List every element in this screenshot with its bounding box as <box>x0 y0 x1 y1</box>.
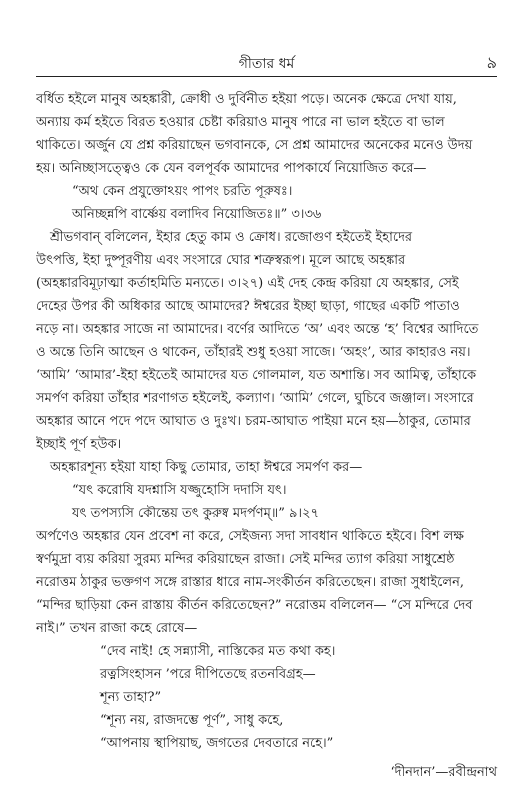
header-rule <box>36 76 497 77</box>
text-line: নাই।” তখন রাজা কহে রোষে— <box>36 621 198 636</box>
text-line: স্বর্ণমুদ্রা ব্যয় করিয়া সুরম্য মন্দির করিয়াছেন রাজা। সেই মন্দির ত্যাগ করিয়া সাধুশ্রেষ্ঠ <box>36 552 455 567</box>
verse-line: অনিচ্ছন্নপি বার্ষ্ণেয় বলাদিব নিয়োজিতঃ॥” ৩।৩৬ <box>72 207 322 222</box>
text-line: বর্ধিত হইলে মানুষ অহঙ্কারী, ক্রোধী ও দুর্বিনীত হইয়া পড়ে। অনেক ক্ষেত্রে দেখা যায়, <box>36 92 457 107</box>
poem-line: “শূন্য নয়, রাজদম্ভে পূর্ণ”, সাধু কহে, <box>100 713 284 728</box>
text-line: সমর্পণ করিয়া তাঁহার শরণাগত হইলেই, কল্যাণ। ‘আমি’ গেলে, ঘুচিবে জঞ্জাল। সংসারে <box>36 391 474 406</box>
verse-line: যৎ তপস্যসি কৌন্তেয় তৎ কুরুষ্ব মদর্পণম্‌॥” ৯।২৭ <box>72 506 319 521</box>
text-line: অন্যায় কর্ম হইতে বিরত হওয়ার চেষ্টা করিয়াও মানুষ পারে না ভাল হইতে বা ভাল <box>36 115 445 130</box>
page-number: ৯ <box>486 53 497 72</box>
text-line: “মন্দির ছাড়িয়া কেন রাস্তায় কীর্তন করিতেছেন?” নরোত্তম বলিলেন— “সে মন্দিরে দেব <box>36 598 473 613</box>
poem-line: “আপনায় স্থাপিয়াছ, জগতের দেবতারে নহে।” <box>100 736 334 751</box>
text-line: অহঙ্কারশূন্য হইয়া যাহা কিছু তোমার, তাহা ঈশ্বরে সমর্পণ কর— <box>50 460 363 475</box>
text-line: হয়। অনিচ্ছাসত্ত্বেও কে যেন বলপূর্বক আমাদের পাপকার্যে নিয়োজিত করে— <box>36 161 427 176</box>
verse-line: “যৎ করোষি যদশ্নাসি যজ্জুহোসি দদাসি যৎ। <box>72 483 287 498</box>
text-line: থাকিতে। অর্জুন যে প্রশ্ন করিয়াছেন ভগবানকে, সে প্রশ্ন আমাদের অনেকের মনেও উদয় <box>36 138 473 153</box>
page-header <box>36 50 497 74</box>
text-line: নড়ে না। অহঙ্কার সাজে না আমাদের। বর্ণের আদিতে ‘অ’ এবং অন্তে ‘হ’ বিশ্বের আদিতে <box>36 322 479 337</box>
running-title: গীতার ধর্ম <box>238 56 295 72</box>
text-line: অর্পণেও অহঙ্কার যেন প্রবেশ না করে, সেইজন্য সদা সাবধান থাকিতে হইবে। বিশ লক্ষ <box>36 529 464 544</box>
body-text <box>36 88 497 755</box>
poem-line: শূন্য তাহা?” <box>100 690 162 705</box>
text-line: ও অন্তে তিনি আছেন ও থাকেন, তাঁহারই শুধু হওয়া সাজে। ‘অহং’, আর কাহারও নয়। <box>36 345 471 360</box>
text-line: (অহঙ্কারবিমূঢ়াত্মা কর্তাহমিতি মন্যতে। ৩।২৭) এই দেহ কেন্দ্র করিয়া যে অহঙ্কার, সেই <box>36 276 459 291</box>
verse-line: “অথ কেন প্রযুক্তোঽয়ং পাপং চরতি পূরুষঃ। <box>72 184 293 199</box>
poem-line: রত্নসিংহাসন ’পরে দীপিতেছে রতনবিগ্রহ— <box>100 667 316 682</box>
poem-line: “দেব নাই! হে সন্ন্যাসী, নাস্তিকের মত কথা কহ। <box>100 644 336 659</box>
poem-attribution: ‘দীনদান’—রবীন্দ্রনাথ <box>390 765 497 780</box>
text-line: নরোত্তম ঠাকুর ভক্তগণ সঙ্গে রাস্তার ধারে নাম-সংকীর্তন করিতেছেন। রাজা সুধাইলেন, <box>36 575 464 590</box>
text-line: অহঙ্কার আনে পদে পদে আঘাত ও দুঃখ। চরম-আঘাত পাইয়া মনে হয়—ঠাকুর, তোমার <box>36 414 471 429</box>
text-line: ইচ্ছাই পূর্ণ হউক। <box>36 437 122 452</box>
text-line: ‘আমি’ ‘আমার’-ইহা হইতেই আমাদের যত গোলমাল, যত অশান্তি। সব আমিত্ব, তাঁহাকে <box>36 368 477 383</box>
text-line: দেহের উপর কী অধিকার আছে আমাদের? ঈশ্বরের ইচ্ছা ছাড়া, গাছের একটি পাতাও <box>36 299 460 314</box>
text-line: শ্রীভগবান্‌ বলিলেন, ইহার হেতু কাম ও ক্রোধ। রজোগুণ হইতেই ইহাদের <box>50 230 413 245</box>
text-line: উৎপত্তি, ইহা দুষ্পূরণীয় এবং সংসারে ঘোর শত্রুস্বরূপ। মূলে আছে অহঙ্কার <box>36 253 406 268</box>
